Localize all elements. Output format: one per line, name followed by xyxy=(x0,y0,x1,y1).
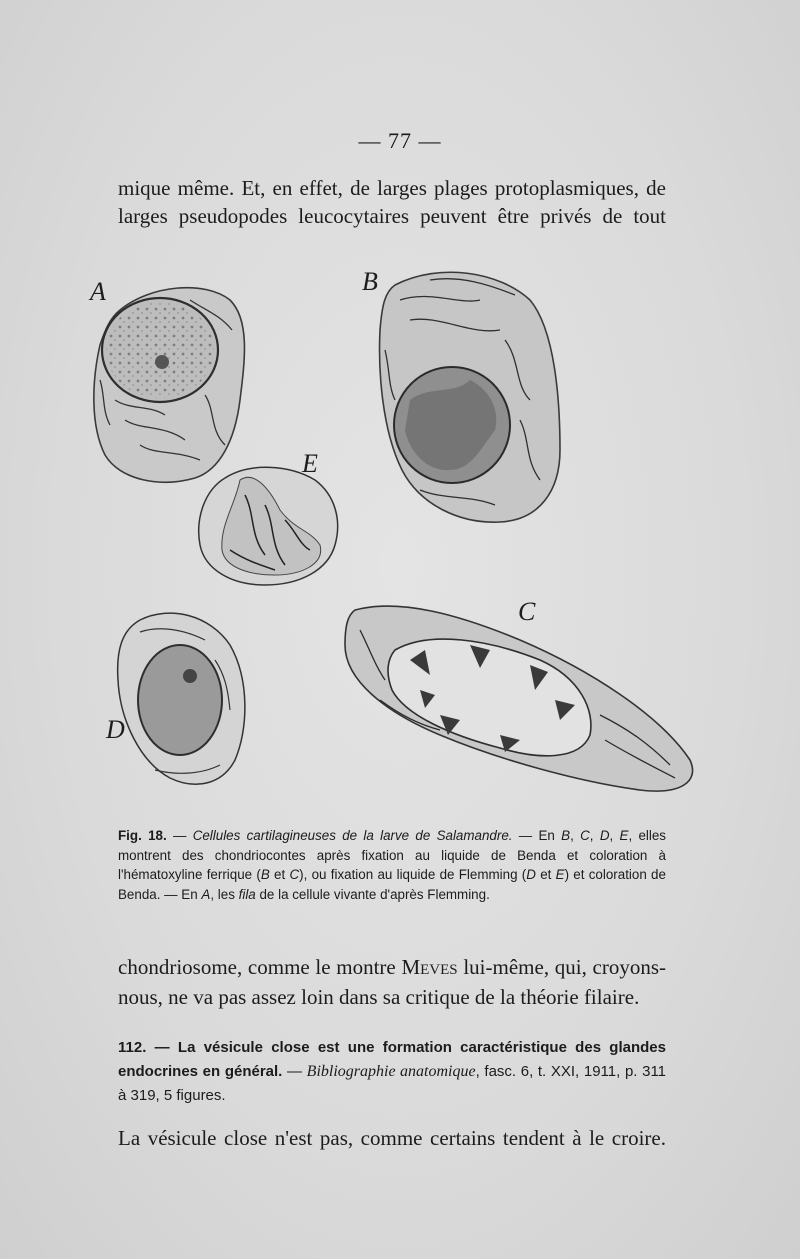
cell-c-drawing xyxy=(345,606,693,791)
caption-label-b-2: B xyxy=(260,867,270,882)
caption-label-e: E xyxy=(619,828,629,843)
figure-label-a: A xyxy=(90,277,106,306)
caption-label-d-2: D xyxy=(526,867,536,882)
entry-number: 112. xyxy=(118,1039,147,1056)
figure-label-d: D xyxy=(106,715,125,744)
caption-text-1: En xyxy=(538,828,555,843)
caption-text-7: , les xyxy=(210,886,235,902)
figure-label-c: C xyxy=(518,597,536,626)
caption-text-5: et xyxy=(540,867,552,882)
caption-text-6: ) et coloration de Benda. — En xyxy=(118,867,666,902)
caption-text-2: elles montrent des chondriocontes après fixation au liquide de Benda et coloration à l'hématoxyline ferrique ( xyxy=(118,828,666,882)
cell-a-drawing xyxy=(94,288,245,483)
entry-dash: — xyxy=(287,1063,303,1080)
caption-label-b: B xyxy=(561,828,571,843)
page-number: — 77 — xyxy=(358,128,442,153)
middle-paragraph-after: lui-même, qui, croyons-nous, ne va pas assez loin dans sa critique de la théorie filaire. xyxy=(118,955,667,1009)
caption-label-d: D xyxy=(599,828,610,843)
caption-fila: fila xyxy=(238,886,256,902)
caption-title: Cellules cartilagineuses de la larve de Salamandre. xyxy=(192,828,513,843)
figure-caption: Fig. 18. — Cellules cartilagineuses de la larve de Salamandre. — En B, C, D, E, elles montrent des chondriocontes après fixation au liquide de Benda et coloration à l'hématoxyline ferrique (B et C), ou fixation au liquide de Flemming (D et E) et coloration de Benda. — En A, les fila de la cellule vivante d'après Flemming. xyxy=(118,828,666,902)
caption-label-c-2: C xyxy=(289,867,300,882)
cell-d-drawing xyxy=(118,613,245,784)
caption-text-3: et xyxy=(274,867,286,882)
entry-journal: Bibliographie anatomique xyxy=(306,1063,476,1080)
middle-paragraph-before: chondriosome, comme le montre xyxy=(118,955,396,979)
entry-title: — La vésicule close est une formation caractéristique des glandes endocrines en général. xyxy=(118,1039,666,1080)
caption-label-a: A xyxy=(201,886,211,902)
author-name: Meves xyxy=(401,955,458,979)
caption-fig-number: Fig. 18. xyxy=(118,828,167,843)
top-paragraph-line-2: larges pseudopodes leucocytaires peuvent être privés de tout xyxy=(118,204,666,228)
caption-text-8: de la cellule vivante d'après Flemming. xyxy=(259,886,490,902)
figure-label-b: B xyxy=(362,267,378,296)
figure-18-illustration xyxy=(0,255,800,815)
cell-e-drawing xyxy=(199,467,338,585)
middle-paragraph xyxy=(118,952,666,1012)
caption-label-e-2: E xyxy=(555,867,565,882)
caption-text-4: ), ou fixation au liquide de Flemming ( xyxy=(299,867,527,882)
caption-label-c: C xyxy=(580,828,590,843)
top-paragraph-line-1: mique même. Et, en effet, de larges plages protoplasmiques, de xyxy=(118,176,666,200)
cell-b-drawing xyxy=(380,272,560,522)
entry-details: , fasc. 6, t. XXI, 1911, p. 311 à 319, 5 figures. xyxy=(118,1063,667,1104)
bottom-paragraph: La vésicule close n'est pas, comme certains tendent à le croire. xyxy=(118,1126,666,1150)
bibliography-entry xyxy=(118,1036,666,1108)
top-paragraph xyxy=(118,174,666,230)
figure-label-e: E xyxy=(302,449,318,478)
